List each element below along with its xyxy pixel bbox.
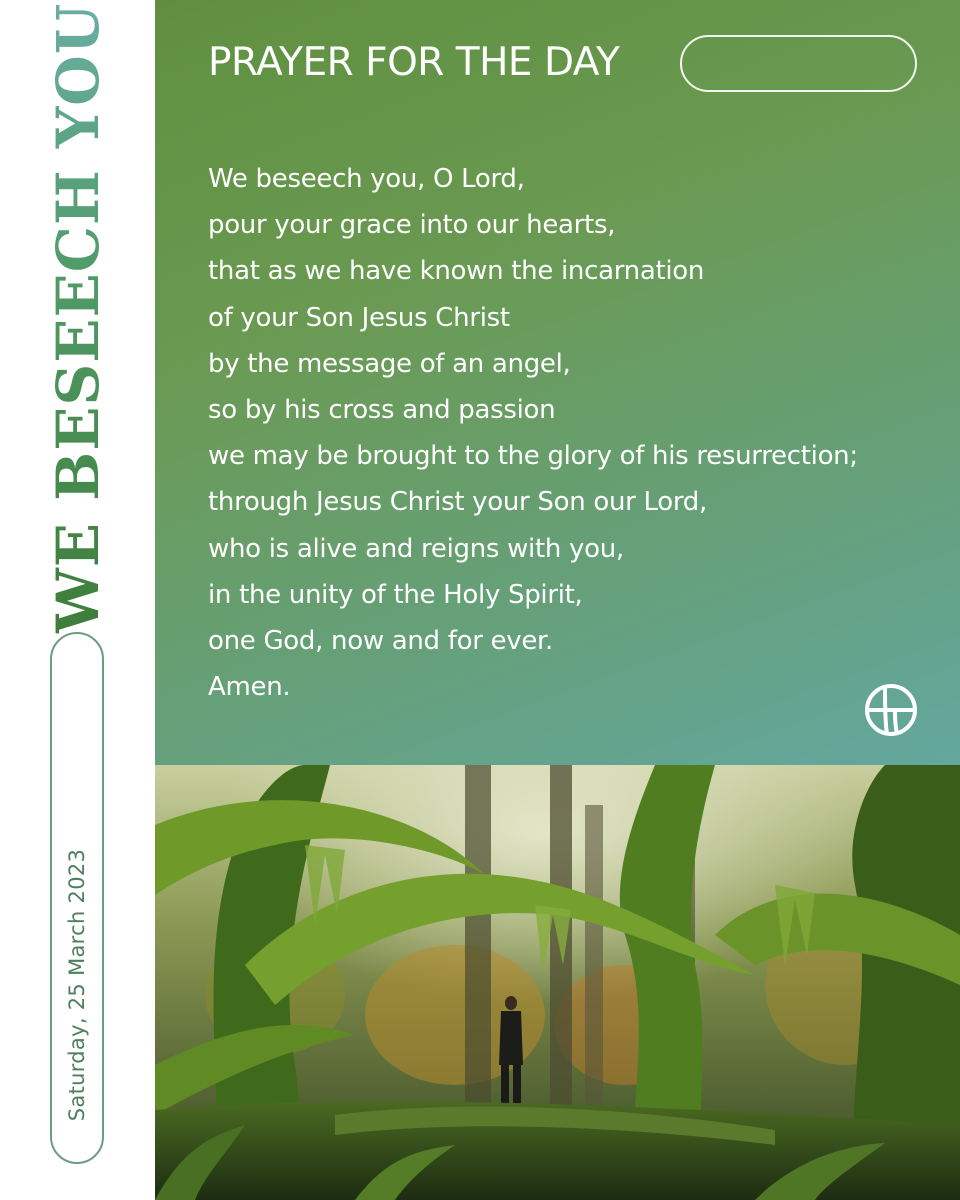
prayer-line: through Jesus Christ your Son our Lord,	[208, 487, 707, 518]
date-label: Saturday, 25 March 2023	[65, 848, 89, 1122]
church-of-england-logo-icon	[863, 682, 919, 738]
prayer-line: in the unity of the Holy Spirit,	[208, 579, 583, 610]
forest-photo	[155, 765, 960, 1200]
prayer-text	[208, 156, 858, 710]
prayer-panel	[155, 0, 960, 765]
prayer-line: one God, now and for ever.	[208, 626, 553, 657]
prayer-line: of your Son Jesus Christ	[208, 302, 510, 333]
prayer-line: so by his cross and passion	[208, 395, 556, 426]
prayer-line: Amen.	[208, 672, 291, 703]
heading-pill	[680, 35, 917, 92]
prayer-heading: PRAYER FOR THE DAY	[208, 40, 620, 85]
prayer-line: pour your grace into our hearts,	[208, 210, 616, 241]
sidebar	[0, 0, 155, 1200]
prayer-line: by the message of an angel,	[208, 348, 571, 379]
vertical-title: WE BESEECH YOU	[44, 2, 112, 634]
prayer-line: We beseech you, O Lord,	[208, 164, 525, 194]
prayer-line: that as we have known the incarnation	[208, 256, 705, 287]
prayer-line: who is alive and reigns with you,	[208, 533, 624, 564]
prayer-line: we may be brought to the glory of his resurrection;	[208, 441, 858, 472]
